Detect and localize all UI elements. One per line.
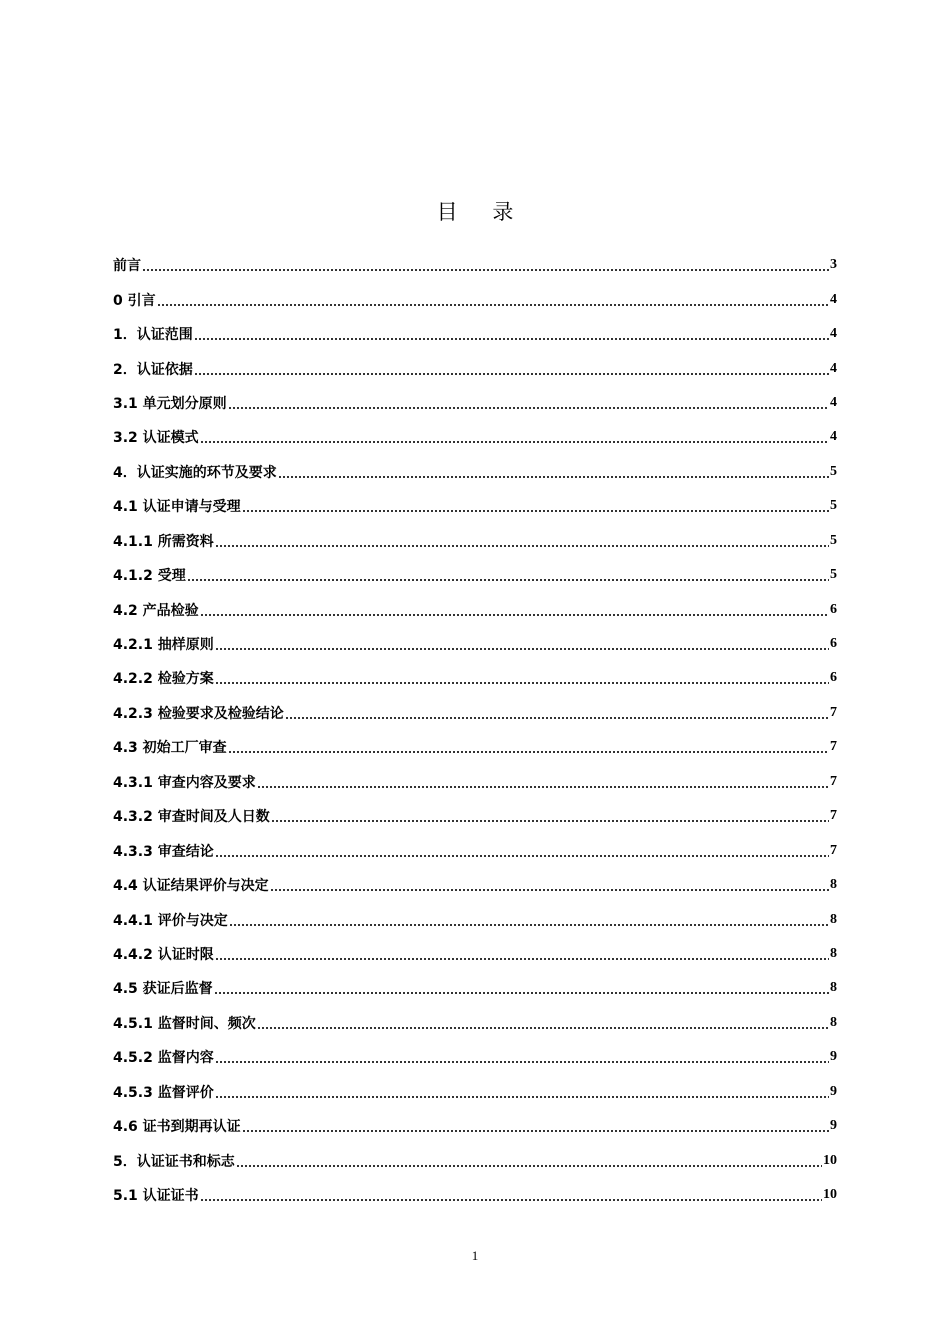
toc-entry-surveillance-content[interactable] [113,1040,837,1074]
toc-entry-evaluation[interactable] [113,868,837,902]
toc-entry-label: 3.1 单元划分原则 [113,395,227,412]
toc-entry-test-requirements[interactable] [113,696,837,730]
toc-entry-page: 6 [830,670,837,686]
toc-dot-leader [228,751,829,753]
toc-entry-label: 4.3.3 审查结论 [113,843,214,860]
toc-dot-leader [215,1061,829,1063]
toc-entry-certification-mode[interactable] [113,420,837,454]
toc-entry-label: 4.6 证书到期再认证 [113,1119,241,1136]
toc-entry-page: 6 [830,636,837,652]
toc-entry-label: 4．认证实施的环节及要求 [113,464,277,481]
toc-entry-time-limit[interactable] [113,937,837,971]
toc-entry-page: 8 [830,980,837,996]
toc-entry-label: 4.2.3 检验要求及检验结论 [113,705,284,722]
toc-entry-label: 4.3 初始工厂审查 [113,740,227,757]
toc-entry-label: 4.1 认证申请与受理 [113,499,241,516]
toc-entry-required-documents[interactable] [113,524,837,558]
page-number: 1 [471,1248,479,1263]
toc-dot-leader [194,338,829,340]
toc-entry-sampling[interactable] [113,627,837,661]
toc-entry-page: 7 [830,704,837,720]
page-title: 目 录 [436,200,528,224]
toc-entry-page: 7 [830,808,837,824]
toc-dot-leader [270,889,829,891]
toc-dot-leader [215,545,829,547]
toc-dot-leader [215,648,829,650]
toc-entry-label: 4.5.3 监督评价 [113,1084,214,1101]
toc-entry-page: 9 [830,1083,837,1099]
toc-entry-label: 4.4.2 认证时限 [113,946,214,963]
toc-entry-label: 4.5.2 监督内容 [113,1050,214,1067]
toc-dot-leader [236,1165,822,1167]
toc-entry-page: 4 [830,326,837,342]
toc-entry-label: 4.1.2 受理 [113,568,186,585]
toc-entry-certificates-marks[interactable] [113,1143,837,1177]
toc-dot-leader [200,441,829,443]
toc-entry-page: 6 [830,601,837,617]
toc-entry-recertification[interactable] [113,1109,837,1143]
toc-dot-leader [214,992,829,994]
toc-entry-page: 10 [823,1187,837,1203]
toc-entry-page: 7 [830,773,837,789]
toc-entry-page: 8 [830,911,837,927]
toc-dot-leader [200,614,829,616]
toc-entry-page: 5 [830,532,837,548]
toc-dot-leader [229,924,829,926]
toc-entry-page: 4 [830,394,837,410]
toc-entry-label: 1．认证范围 [113,327,193,344]
toc-entry-surveillance[interactable] [113,971,837,1005]
toc-entry-label: 4.3.1 审查内容及要求 [113,774,256,791]
toc-entry-page: 10 [823,1152,837,1168]
toc-entry-label: 5.1 认证证书 [113,1188,199,1205]
toc-dot-leader [194,373,829,375]
toc-entry-label: 4.4.1 评价与决定 [113,912,228,929]
toc-dot-leader [257,786,829,788]
toc-entry-test-plan[interactable] [113,661,837,695]
toc-entry-basis[interactable] [113,351,837,385]
toc-dot-leader [242,1130,829,1132]
toc-dot-leader [215,958,829,960]
toc-entry-label: 4.2.1 抽样原则 [113,637,214,654]
toc-dot-leader [242,510,829,512]
toc-entry-label: 4.4 认证结果评价与决定 [113,878,269,895]
toc-dot-leader [200,1199,822,1201]
toc-entry-page: 8 [830,945,837,961]
toc-entry-inspection-conclusion[interactable] [113,833,837,867]
toc-dot-leader [228,407,829,409]
toc-entry-page: 5 [830,498,837,514]
toc-entry-page: 5 [830,463,837,479]
toc-entry-page: 7 [830,842,837,858]
toc-entry-label: 4.3.2 审查时间及人日数 [113,809,270,826]
toc-entry-implementation[interactable] [113,455,837,489]
toc-entry-label: 2．认证依据 [113,361,193,378]
toc-dot-leader [278,476,829,478]
toc-entry-page: 3 [830,257,837,273]
toc-entry-certificate[interactable] [113,1178,837,1212]
toc-entry-page: 4 [830,429,837,445]
toc-entry-preface[interactable] [113,248,837,282]
toc-dot-leader [215,1096,829,1098]
toc-entry-surveillance-frequency[interactable] [113,1006,837,1040]
toc-entry-label: 4.2 产品检验 [113,602,199,619]
toc-dot-leader [285,717,829,719]
toc-entry-acceptance[interactable] [113,558,837,592]
toc-entry-page: 9 [830,1049,837,1065]
toc-entry-page: 4 [830,360,837,376]
toc-entry-label: 4.2.2 检验方案 [113,671,214,688]
toc-entry-page: 7 [830,739,837,755]
toc-entry-introduction[interactable] [113,282,837,316]
toc-entry-inspection-time[interactable] [113,799,837,833]
toc-entry-label: 前言 [113,258,141,275]
toc-dot-leader [215,682,829,684]
toc-dot-leader [187,579,829,581]
toc-entry-unit-division[interactable] [113,386,837,420]
toc-entry-label: 0 引言 [113,292,156,309]
toc-dot-leader [157,304,829,306]
toc-entry-page: 4 [830,291,837,307]
toc-entry-page: 8 [830,877,837,893]
toc-entry-application[interactable] [113,489,837,523]
toc-entry-evaluation-decision[interactable] [113,902,837,936]
toc-dot-leader [257,1027,829,1029]
toc-entry-inspection-content[interactable] [113,765,837,799]
toc-entry-label: 5．认证证书和标志 [113,1153,235,1170]
toc-entry-page: 8 [830,1014,837,1030]
toc-entry-scope[interactable] [113,317,837,351]
toc-entry-label: 4.5.1 监督时间、频次 [113,1015,256,1032]
toc-entry-label: 3.2 认证模式 [113,430,199,447]
toc-entry-label: 4.5 获证后监督 [113,981,213,998]
toc-entry-surveillance-evaluation[interactable] [113,1075,837,1109]
toc-entry-factory-inspection[interactable] [113,730,837,764]
toc-entry-label: 4.1.1 所需资料 [113,533,214,550]
toc-entry-page: 5 [830,567,837,583]
toc-dot-leader [271,820,829,822]
toc-dot-leader [215,855,829,857]
table-of-contents [113,248,837,1212]
toc-entry-product-testing[interactable] [113,592,837,626]
toc-entry-page: 9 [830,1118,837,1134]
toc-dot-leader [142,269,829,271]
